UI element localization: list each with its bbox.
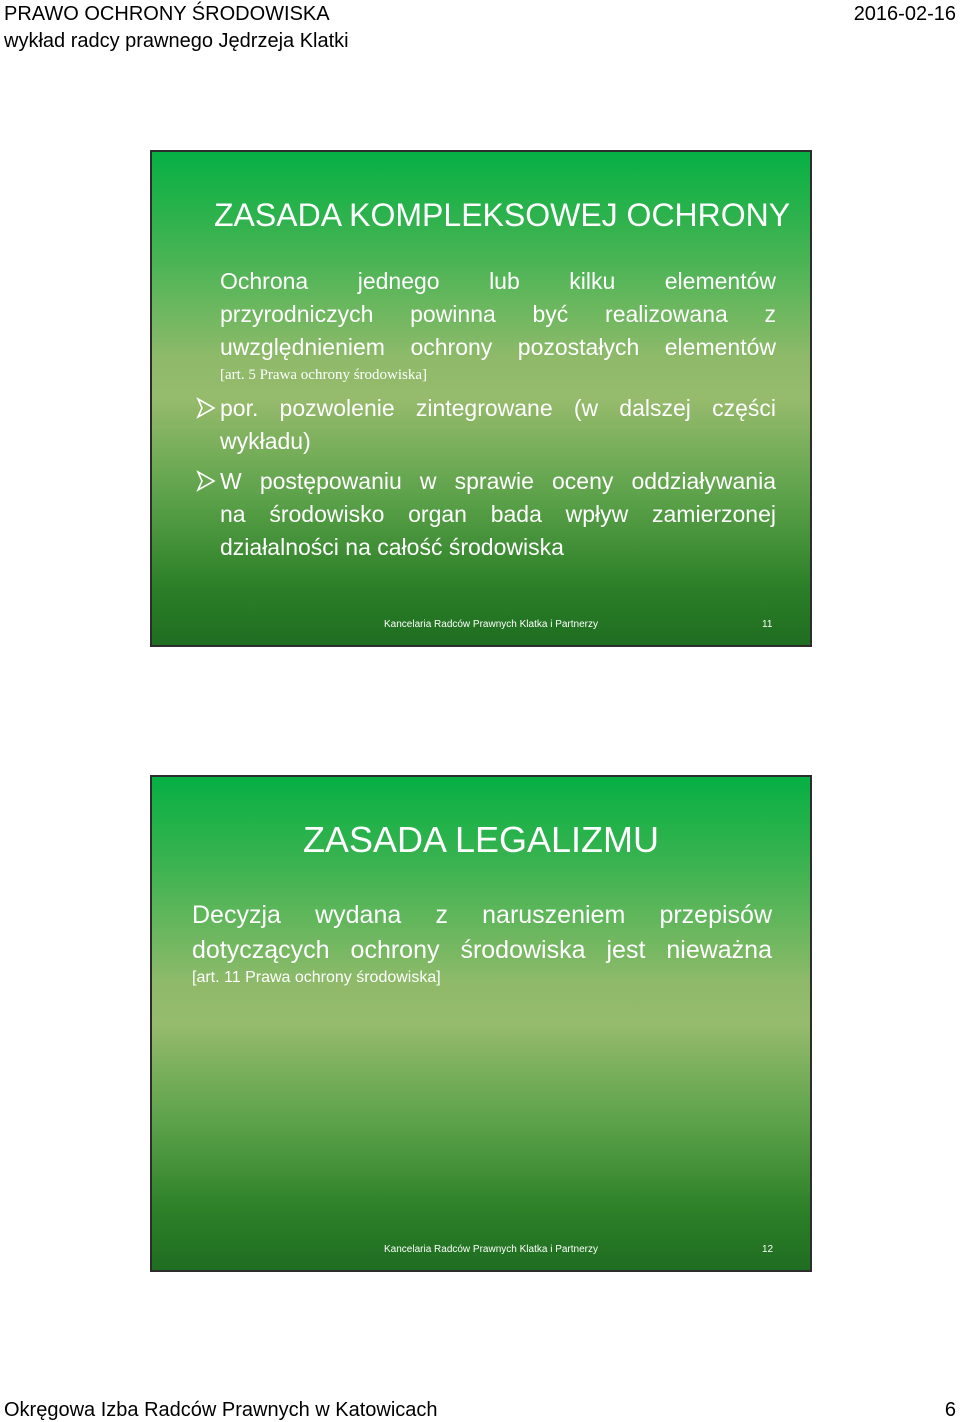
paragraph-line: Decyzja wydana z naruszeniem przepisów (192, 901, 772, 929)
bullet-line: W postępowaniu w sprawie oceny oddziaływania (220, 468, 776, 494)
page-footer-organization: Okręgowa Izba Radców Prawnych w Katowicach (4, 1399, 438, 1421)
slide-title: ZASADA LEGALIZMU (302, 819, 660, 860)
citation: [art. 5 Prawa ochrony środowiska] (220, 367, 428, 383)
page-number: 6 (944, 1399, 956, 1421)
paragraph-line: dotyczących ochrony środowiska jest nieważna (192, 936, 772, 964)
bullet-line: działalności na całość środowiska (220, 534, 564, 560)
slide-title: ZASADA KOMPLEKSOWEJ OCHRONY (214, 197, 791, 233)
paragraph-line: uwzględnieniem ochrony pozostałych elementów (220, 334, 776, 360)
arrowhead-bullet-icon (196, 470, 216, 492)
paragraph-line: Ochrona jednego lub kilku elementów (220, 268, 776, 294)
bullet-line: por. pozwolenie zintegrowane (w dalszej części (220, 395, 776, 421)
citation: [art. 11 Prawa ochrony środowiska] (192, 969, 441, 986)
paragraph-line: przyrodniczych powinna być realizowana z (220, 301, 776, 327)
slide-footer: Kancelaria Radców Prawnych Klatka i Partnerzy (384, 619, 598, 630)
slide-footer: Kancelaria Radców Prawnych Klatka i Partnerzy (384, 1244, 598, 1255)
slide-11 (150, 150, 812, 647)
document-date: 2016-02-16 (853, 3, 956, 25)
document-title: PRAWO OCHRONY ŚRODOWISKA (4, 3, 330, 25)
slide-number: 12 (762, 1244, 774, 1255)
slide-number: 11 (762, 619, 773, 630)
document-subtitle: wykład radcy prawnego Jędrzeja Klatki (4, 30, 349, 52)
arrowhead-bullet-icon (196, 397, 216, 419)
bullet-line: wykładu) (220, 428, 311, 454)
slide-12 (150, 775, 812, 1272)
bullet-line: na środowisko organ bada wpływ zamierzonej (220, 501, 776, 527)
